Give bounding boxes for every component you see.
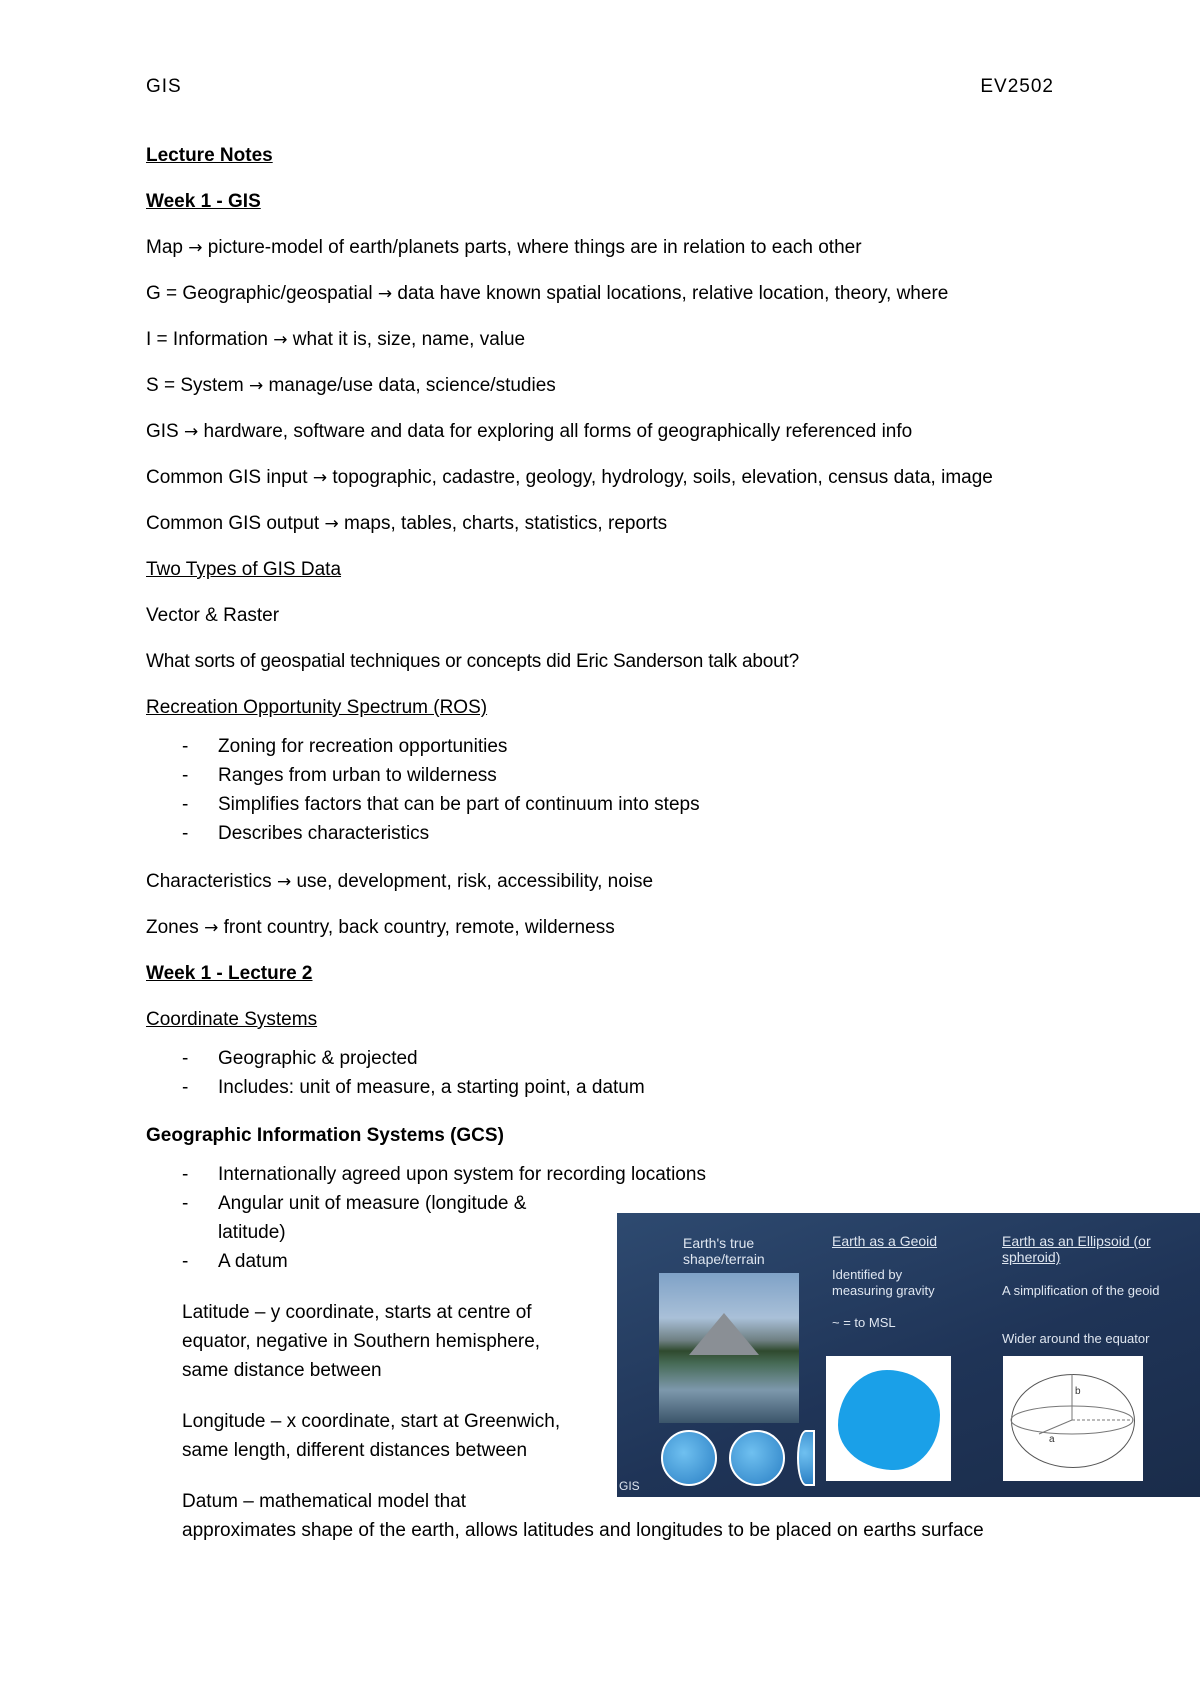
- latitude-text: Latitude – y coordinate, starts at centre of equator, negative in Southern hemisphere, same distance between: [182, 1302, 541, 1381]
- list-item: - Zoning for recreation opportunities: [146, 732, 1066, 761]
- list-item: - Simplifies factors that can be part of continuum into steps: [146, 790, 1066, 819]
- def-output: [146, 512, 1066, 536]
- def-term: GIS: [146, 421, 179, 442]
- globe-icon: [797, 1430, 815, 1486]
- def-map: [146, 236, 1066, 260]
- axis-label-a: a: [1049, 1434, 1055, 1445]
- def-information: [146, 328, 1066, 352]
- list-item: - Includes: unit of measure, a starting point, a datum: [146, 1073, 1066, 1102]
- def-text: front country, back country, remote, wilderness: [223, 917, 615, 938]
- coord-heading: Coordinate Systems: [146, 1009, 318, 1030]
- earth-shape-slide-image: [617, 1213, 1200, 1497]
- list-item: - Angular unit of measure (longitude & latitude): [146, 1189, 578, 1247]
- longitude-text: Longitude – x coordinate, start at Greenwich, same length, different distances between: [182, 1411, 561, 1461]
- def-term: Common GIS output: [146, 513, 320, 534]
- slide-col2-text1: Identified by measuring gravity: [832, 1267, 935, 1298]
- week1-lecture2-heading: Week 1 - Lecture 2: [146, 963, 313, 984]
- def-text: maps, tables, charts, statistics, reports: [344, 513, 668, 534]
- page-header: [146, 76, 1054, 98]
- arrow-icon: →: [276, 872, 292, 892]
- terrain-photo: [659, 1273, 799, 1423]
- list-item: - Geographic & projected: [146, 1044, 1066, 1073]
- def-term: I = Information: [146, 329, 268, 350]
- list-item: - A datum: [146, 1247, 578, 1276]
- def-input: [146, 466, 1066, 490]
- def-text: topographic, cadastre, geology, hydrology, soils, elevation, census data, image: [332, 467, 993, 488]
- two-types-text: Vector & Raster: [146, 605, 280, 626]
- arrow-icon: →: [204, 918, 219, 938]
- def-text: data have known spatial locations, relative location, theory, where: [397, 283, 949, 304]
- coord-list: [146, 1044, 1066, 1102]
- arrow-icon: →: [312, 468, 328, 488]
- slide-col2-text2: ~ = to MSL: [832, 1315, 896, 1330]
- geoid-panel: [826, 1356, 951, 1481]
- slide-col3-text1: A simplification of the geoid: [1002, 1283, 1160, 1298]
- slide-col1-title: Earth's true shape/terrain: [683, 1235, 765, 1267]
- slide-col3-text2: Wider around the equator: [1002, 1331, 1150, 1346]
- lecture-notes-heading: Lecture Notes: [146, 145, 273, 166]
- ros-heading: Recreation Opportunity Spectrum (ROS): [146, 697, 488, 718]
- axis-label-b: b: [1075, 1386, 1081, 1397]
- def-system: [146, 374, 1066, 398]
- def-text: hardware, software and data for exploring all forms of geographically referenced info: [203, 421, 913, 442]
- arrow-icon: →: [324, 514, 339, 534]
- header-left: GIS: [146, 76, 182, 97]
- ros-list: [146, 732, 1066, 848]
- list-item: - Internationally agreed upon system for recording locations: [146, 1160, 578, 1189]
- definitions: [146, 236, 1066, 536]
- zones-line: [146, 916, 1066, 940]
- list-item: - Describes characteristics: [146, 819, 1066, 848]
- def-gis: [146, 420, 1066, 444]
- def-text: what it is, size, name, value: [292, 329, 526, 350]
- def-text: use, development, risk, accessibility, noise: [296, 871, 654, 892]
- arrow-icon: →: [273, 330, 288, 350]
- def-term: Zones: [146, 917, 199, 938]
- gis-logo: GIS: [619, 1479, 640, 1493]
- ellipsoid-panel: [1003, 1356, 1143, 1481]
- def-term: G = Geographic/geospatial: [146, 283, 373, 304]
- def-term: S = System: [146, 375, 244, 396]
- slide-col3-title: Earth as an Ellipsoid (or spheroid): [1002, 1233, 1151, 1265]
- def-term: Characteristics: [146, 871, 272, 892]
- arrow-icon: →: [188, 238, 203, 258]
- arrow-icon: →: [248, 376, 264, 396]
- arrow-icon: →: [377, 284, 393, 304]
- datum-line1: Datum – mathematical model that: [182, 1491, 467, 1512]
- def-term: Map: [146, 237, 183, 258]
- def-text: picture-model of earth/planets parts, where things are in relation to each other: [207, 237, 862, 258]
- def-geographic: [146, 282, 1066, 306]
- arrow-icon: →: [184, 422, 199, 442]
- header-right: EV2502: [980, 76, 1054, 97]
- globe-icon: [661, 1430, 717, 1486]
- def-text: manage/use data, science/studies: [268, 375, 556, 396]
- question-text: What sorts of geospatial techniques or concepts did Eric Sanderson talk about?: [146, 651, 799, 672]
- ellipsoid-axes-icon: [1003, 1356, 1143, 1481]
- characteristics-line: [146, 870, 1066, 894]
- datum-line2: approximates shape of the earth, allows latitudes and longitudes to be placed on earths surface: [182, 1520, 984, 1541]
- geoid-shape: [838, 1370, 940, 1470]
- two-types-heading: Two Types of GIS Data: [146, 559, 342, 580]
- list-item: - Ranges from urban to wilderness: [146, 761, 1066, 790]
- slide-col2-title: Earth as a Geoid: [832, 1233, 938, 1249]
- gcs-heading: Geographic Information Systems (GCS): [146, 1125, 504, 1146]
- def-term: Common GIS input: [146, 467, 308, 488]
- globe-icon: [729, 1430, 785, 1486]
- week1-heading: Week 1 - GIS: [146, 191, 261, 212]
